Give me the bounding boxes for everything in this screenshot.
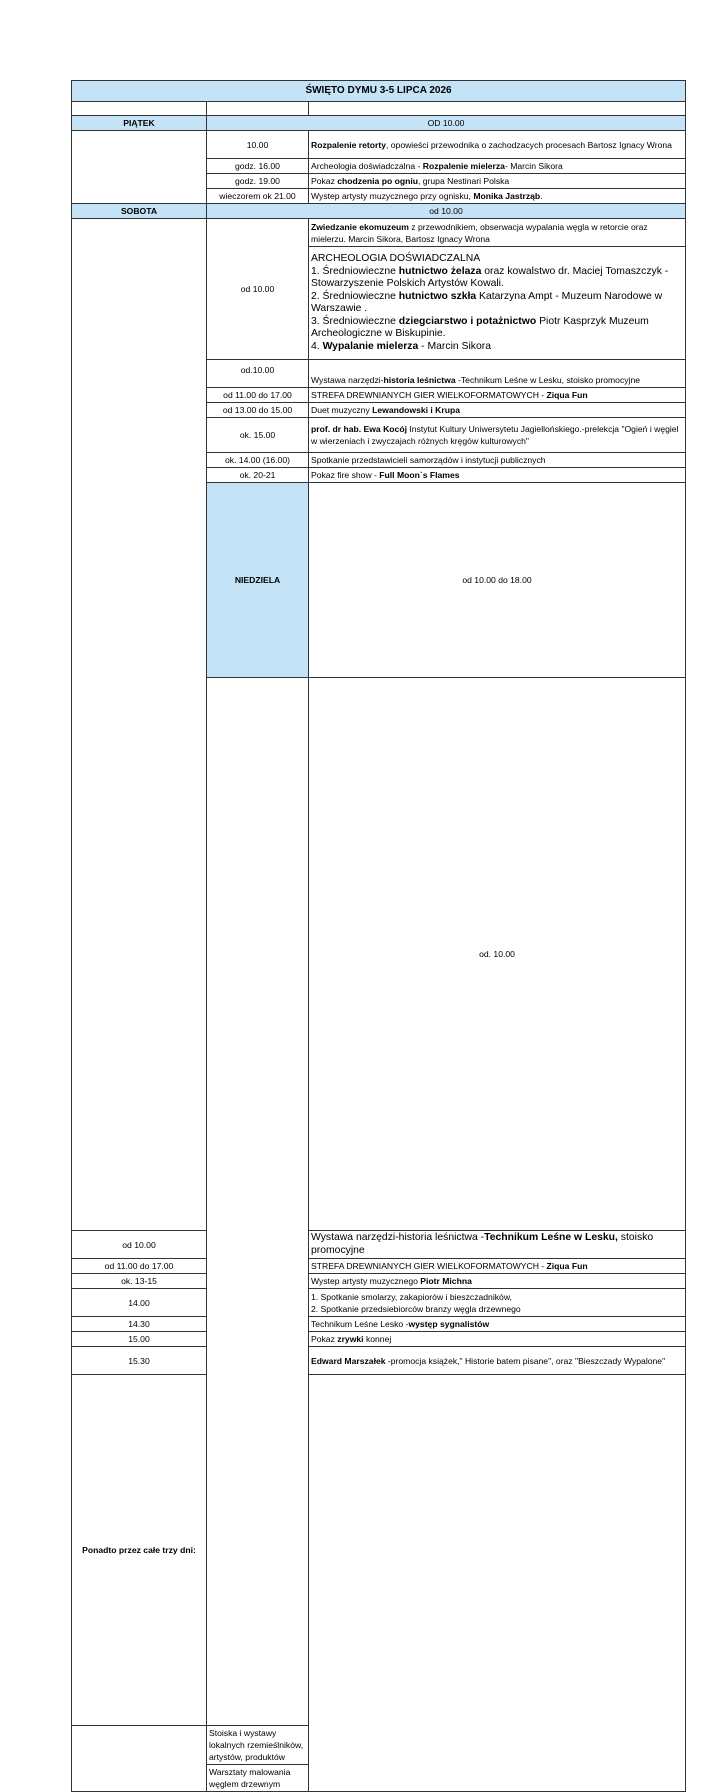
time-cell: 10.00 (207, 131, 309, 159)
event-cell: Wystep artysty muzycznego Piotr Michna (309, 1274, 686, 1289)
time-cell: od. 10.00 (309, 678, 686, 1231)
day-start-friday: OD 10.00 (207, 116, 686, 131)
event-cell: Technikum Leśne Lesko -występ sygnalistów (309, 1317, 686, 1332)
time-cell: 15.00 (72, 1332, 207, 1347)
time-cell: 15.30 (72, 1347, 207, 1375)
time-cell: godz. 19.00 (207, 174, 309, 189)
day-label-saturday: SOBOTA (72, 204, 207, 219)
event-cell: STREFA DREWNIANYCH GIER WIELKOFORMATOWYCH - Ziqua Fun (309, 388, 686, 403)
time-cell: 14.30 (72, 1317, 207, 1332)
time-cell: 14.00 (72, 1289, 207, 1317)
page-title: ŚWIĘTO DYMU 3-5 LIPCA 2026 (72, 81, 686, 102)
time-cell: od 10.00 do 18.00 (309, 483, 686, 678)
event-cell: Edward Marszałek -promocja książek," Historie batem pisane", oraz "Bieszczady Wypalone" (309, 1347, 686, 1375)
archeology-block: ARCHEOLOGIA DOŚWIADCZALNA 1. Średniowieczne hutnictwo żelaza oraz kowalstwo dr. Maciej Tomaszczyk - Stowarzyszenie Polskich Artystów Kowali. 2. Średniowieczne hutnictwo szkła Katarzyna Ampt - Muzeum Narodowe w Warszawie . 3. Średniowieczne dziegciarstwo i potażnictwo Piotr Kasprzyk Muzeum Archeologiczne w Biskupinie. 4. Wypalanie mielerza - Marcin Sikora (309, 247, 686, 360)
event-cell: Stoiska i wystawy lokalnych rzemieślników, artystów, produktów (207, 1726, 309, 1765)
time-cell: od 11.00 do 17.00 (207, 388, 309, 403)
event-cell: Pokaz fire show - Full Moon`s Flames (309, 468, 686, 483)
event-cell: Wystawa narzędzi-historia leśnictwa -Technikum Leśne w Lesku, stoisko promocyjne (309, 1231, 686, 1259)
time-cell: od 11.00 do 17.00 (72, 1259, 207, 1274)
time-cell: godz. 16.00 (207, 159, 309, 174)
event-cell: Spotkanie przedstawicieli samorządów i instytucji publicznych (309, 453, 686, 468)
event-cell: Pokaz chodzenia po ogniu, grupa Nestinari Polska (309, 174, 686, 189)
time-cell: ok. 20-21 (207, 468, 309, 483)
schedule-table (71, 80, 686, 1792)
event-cell: 1. Spotkanie smolarzy, zakapiorów i bieszczadników, 2. Spotkanie przedsiebiorców branzy węgla drzewnego (309, 1289, 686, 1317)
event-cell: Archeologia doświadczalna - Rozpalenie mielerza- Marcin Sikora (309, 159, 686, 174)
event-cell: Pokaz zrywki konnej (309, 1332, 686, 1347)
time-cell: wieczorem ok 21.00 (207, 189, 309, 204)
event-cell: Wystep artysty muzycznego przy ognisku, Monika Jastrząb. (309, 189, 686, 204)
event-cell: Zwiedzanie ekomuzeum z przewodnikiem, obserwacja wypalania węgla w retorcie oraz mielerzu. Marcin Sikora, Bartosz Ignacy Wrona (309, 219, 686, 247)
time-cell: ok. 13-15 (72, 1274, 207, 1289)
time-cell: od.10.00 (207, 360, 309, 388)
day-label-sunday: NIEDZIELA (207, 483, 309, 678)
event-cell: Rozpalenie retorty, opowieści przewodnika o zachodzacych procesach Bartosz Ignacy Wrona (309, 131, 686, 159)
event-cell: prof. dr hab. Ewa Kocój Instytut Kultury Uniwersytetu Jagiellońskiego.-prelekcja "Ogień i węgiel w wierzeniach i zwyczajach różnych kręgów kulturowych" (309, 418, 686, 453)
time-cell: od 10.00 (207, 219, 309, 360)
time-cell: od 10.00 (72, 1231, 207, 1259)
event-cell: Warsztaty malowania węglem drzewnym (207, 1765, 309, 1792)
event-cell: STREFA DREWNIANYCH GIER WIELKOFORMATOWYCH - Ziqua Fun (309, 1259, 686, 1274)
day-label-friday: PIĄTEK (72, 116, 207, 131)
day-start-saturday: od 10.00 (207, 204, 686, 219)
time-cell: ok. 14.00 (16.00) (207, 453, 309, 468)
event-cell: Wystawa narzędzi-historia leśnictwa -Technikum Leśne w Lesku, stoisko promocyjne (309, 360, 686, 388)
time-cell: od 13.00 do 15.00 (207, 403, 309, 418)
event-cell: Duet muzyczny Lewandowski i Krupa (309, 403, 686, 418)
time-cell: ok. 15.00 (207, 418, 309, 453)
extra-label: Ponadto przez całe trzy dni: (72, 1375, 207, 1726)
